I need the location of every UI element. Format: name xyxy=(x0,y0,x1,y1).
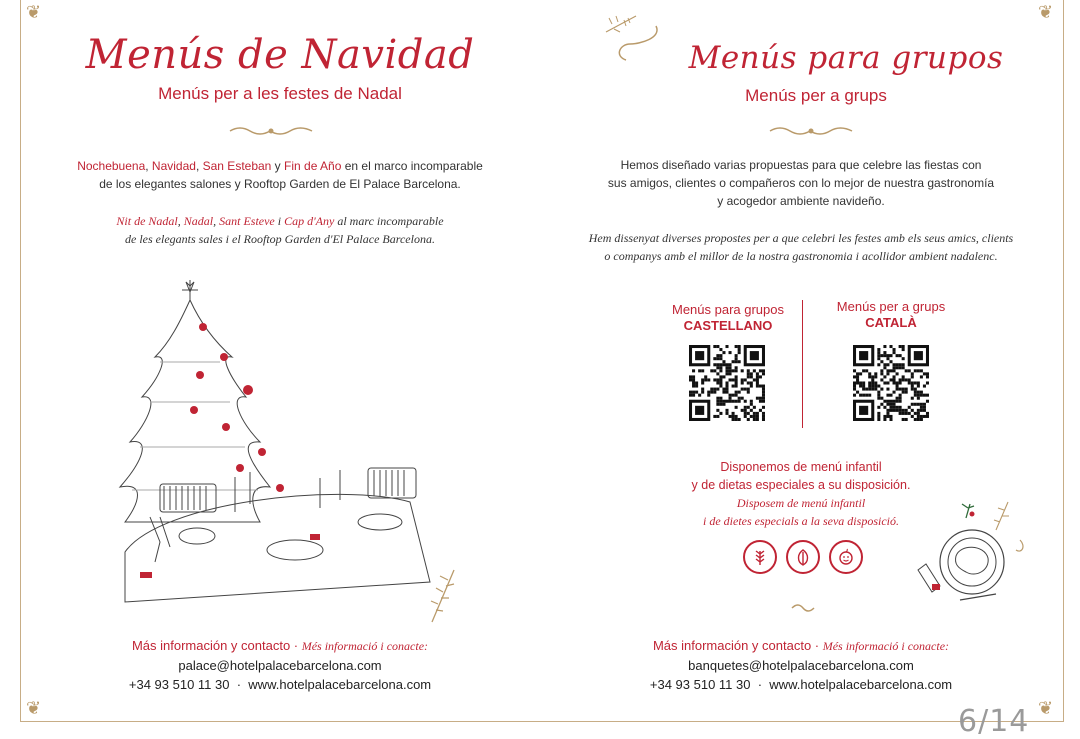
qr-label-castellano xyxy=(648,302,808,334)
dinner-plate-illustration xyxy=(910,500,1030,610)
footer-title-es: Más información y contacto xyxy=(131,638,291,653)
right-page xyxy=(540,0,1062,722)
corner-ornament-top-left: ❦ xyxy=(26,2,42,23)
sep: , xyxy=(213,214,220,228)
line: y de dietas especiales a su disposición. xyxy=(691,478,911,492)
website-link[interactable]: www.hotelpalacebarcelona.com xyxy=(248,677,432,692)
dot: · xyxy=(757,677,763,692)
highlight-navidad: Navidad xyxy=(151,159,196,173)
left-page xyxy=(20,0,540,722)
left-footer-title xyxy=(20,638,540,654)
line: Disposem de menú infantil xyxy=(736,496,866,510)
qr-label-catala xyxy=(811,299,971,331)
phone[interactable]: +34 93 510 11 30 xyxy=(649,677,751,692)
sep: , xyxy=(195,159,203,173)
highlight-nadal: Nadal xyxy=(183,214,214,228)
wheat-icon xyxy=(743,540,777,574)
highlight-nochebuena: Nochebuena xyxy=(77,159,146,173)
christmas-table-illustration xyxy=(100,272,500,612)
olive-branch-icon xyxy=(428,566,458,626)
corner-ornament-bottom-right: ❦ xyxy=(1038,698,1054,719)
left-paragraph-es xyxy=(20,157,540,193)
left-paragraph-ca-line2: de les elegants sales i el Rooftop Garden d'El Palace Barcelona. xyxy=(125,232,435,246)
right-footer-contact xyxy=(540,677,1062,692)
line: o companys amb el millor de la nostra gastronomia i acollidor ambient nadalenc. xyxy=(604,249,998,263)
left-footer-contact xyxy=(20,677,540,692)
sep: , xyxy=(177,214,184,228)
qr-code-castellano-icon[interactable] xyxy=(689,345,765,421)
footer-title-es: Más información y contacto xyxy=(652,638,812,653)
qr-label-line2: CATALÀ xyxy=(865,315,917,330)
left-footer-email[interactable]: palace@hotelpalacebarcelona.com xyxy=(178,658,382,673)
line: Disponemos de menú infantil xyxy=(720,460,882,474)
divider-ornament-icon xyxy=(228,124,314,138)
line: sus amigos, clientes o compañeros con lo mejor de nuestra gastronomía xyxy=(607,176,995,190)
sep: · xyxy=(290,638,302,653)
qr-label-line2: CASTELLANO xyxy=(683,318,773,333)
highlight-fin-de-ano: Fin de Año xyxy=(284,159,342,173)
diet-paragraph-es xyxy=(540,458,1062,494)
corner-ornament-bottom-left: ❦ xyxy=(26,698,42,719)
small-ornament-icon xyxy=(790,602,816,614)
highlight-cap-dany: Cap d'Any xyxy=(284,214,335,228)
left-paragraph-es-line2: de los elegantes salones y Rooftop Garden de El Palace Barcelona. xyxy=(99,177,461,191)
highlight-sant-esteve: Sant Esteve xyxy=(219,214,275,228)
qr-label-line1: Menús per a grups xyxy=(836,299,946,314)
dot: · xyxy=(236,677,242,692)
phone[interactable]: +34 93 510 11 30 xyxy=(128,677,230,692)
line: y acogedor ambiente navideño. xyxy=(717,194,885,208)
sep: , xyxy=(145,159,152,173)
sep: · xyxy=(811,638,823,653)
right-footer-email[interactable]: banquetes@hotelpalacebarcelona.com xyxy=(688,658,914,673)
right-title: Menús para grupos xyxy=(688,40,1004,76)
line: Hemos diseñado varias propuestas para que celebre las fiestas con xyxy=(620,158,982,172)
right-subtitle: Menús per a grups xyxy=(745,86,887,105)
left-paragraph-ca xyxy=(20,212,540,248)
right-paragraph-es xyxy=(540,156,1062,210)
qr-code-catala-icon[interactable] xyxy=(853,345,929,421)
corner-ornament-top-right: ❦ xyxy=(1038,2,1054,23)
qr-label-line1: Menús para grupos xyxy=(671,302,784,317)
website-link[interactable]: www.hotelpalacebarcelona.com xyxy=(769,677,953,692)
divider-ornament-icon xyxy=(768,124,854,138)
left-title: Menús de Navidad xyxy=(85,32,475,78)
highlight-san-esteban: San Esteban xyxy=(202,159,272,173)
left-subtitle: Menús per a les festes de Nadal xyxy=(158,84,402,103)
text: en el marco incomparable xyxy=(341,159,483,173)
page-indicator: 6/14 xyxy=(958,704,1030,739)
leaf-icon xyxy=(786,540,820,574)
text: al marc incomparable xyxy=(334,214,444,228)
line: i de dietes especials a la seva disposició. xyxy=(703,514,899,528)
sep: y xyxy=(271,159,285,173)
footer-title-ca: Més informació i conacte: xyxy=(301,639,429,653)
vertical-separator xyxy=(802,300,803,428)
child-face-icon xyxy=(829,540,863,574)
footer-title-ca: Més informació i conacte: xyxy=(822,639,950,653)
right-paragraph-ca xyxy=(540,229,1062,265)
highlight-nit-de-nadal: Nit de Nadal xyxy=(116,214,178,228)
sep: i xyxy=(274,214,285,228)
line: Hem dissenyat diverses propostes per a que celebri les festes amb els seus amics, clients xyxy=(588,231,1014,245)
right-footer-title xyxy=(540,638,1062,654)
